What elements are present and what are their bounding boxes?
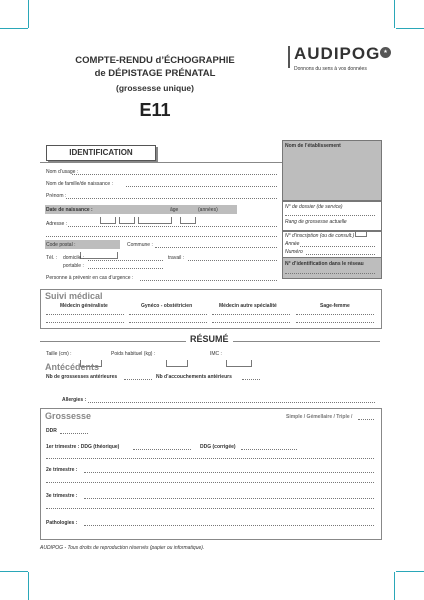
year-cells[interactable] (138, 217, 172, 224)
ddg-corrigee-field[interactable] (241, 449, 297, 450)
crop-mark (396, 571, 424, 572)
logo-badge-icon: ★ (380, 47, 391, 58)
poids-cells[interactable] (166, 360, 188, 367)
logo-wordmark: AUDIPOG (294, 44, 381, 63)
code-postal-label: Code postal : (46, 242, 76, 248)
adresse-field-line2[interactable] (46, 236, 277, 237)
etablissement-box[interactable] (282, 140, 382, 202)
column-header: Médecin généraliste (60, 303, 108, 309)
tel-portable-field[interactable] (88, 268, 163, 269)
gyneco-field[interactable] (129, 314, 207, 315)
t2-field[interactable] (84, 472, 374, 473)
crop-mark (394, 572, 395, 600)
annees-label: (années) (198, 207, 218, 213)
date-naissance-field[interactable] (100, 206, 172, 224)
pathologies-label: Pathologies : (46, 520, 78, 526)
pathologies-field[interactable] (84, 525, 374, 526)
urgence-label: Personne à prévenir en cas d’urgence : (46, 275, 134, 281)
numero-field[interactable] (306, 254, 375, 255)
t2-label: 2e trimestre : (46, 467, 78, 473)
autre-specialite-field[interactable] (212, 314, 290, 315)
document-subtitle-note: (grossesse unique) (116, 83, 194, 93)
ddr-label: DDR (46, 428, 57, 434)
imc-field[interactable] (226, 349, 252, 367)
autre-specialite-field-line2[interactable] (212, 322, 290, 323)
reseau-field[interactable] (285, 273, 375, 274)
grossesse-heading: Grossesse (45, 411, 92, 421)
logo-bar (288, 46, 290, 68)
taille-label: Taille (cm) : (46, 351, 72, 357)
gyneco-field-line2[interactable] (129, 322, 207, 323)
date-naissance-label: Date de naissance : (46, 207, 93, 213)
allergies-field[interactable] (88, 402, 375, 403)
commune-field[interactable] (155, 247, 277, 248)
grossesse-section (40, 408, 382, 540)
generaliste-field[interactable] (46, 314, 124, 315)
sage-femme-field[interactable] (296, 314, 374, 315)
inscription-label: N° d’inscription (ou de consult.) (285, 233, 355, 239)
t1-notes-field[interactable] (46, 458, 374, 459)
grossesses-anterieures-label: Nb de grossesses antérieures (46, 374, 118, 380)
age-label: âge (170, 207, 179, 213)
t3-field[interactable] (84, 498, 374, 499)
column-header: Sage-femme (320, 303, 350, 309)
t3-label: 3e trimestre : (46, 493, 78, 499)
suivi-medical-heading: Suivi médical (45, 291, 103, 301)
code-postal-field[interactable] (80, 241, 118, 259)
generaliste-field-line2[interactable] (46, 322, 124, 323)
age-cells[interactable] (180, 217, 196, 224)
t2-field-line2[interactable] (46, 482, 374, 483)
antecedents-heading: Antécédents (45, 362, 100, 372)
urgence-field[interactable] (140, 280, 277, 281)
identification-heading: IDENTIFICATION (46, 145, 156, 161)
grossesse-type-options: Simple / Gémellaire / Triple / (286, 414, 353, 420)
grossesses-anterieures-field[interactable] (124, 379, 152, 380)
document-title: COMPTE-RENDU d’ÉCHOGRAPHIE (75, 55, 235, 66)
divider (40, 162, 282, 163)
reseau-label: N° d’identification dans le réseau (285, 261, 364, 267)
sage-femme-field-line2[interactable] (296, 322, 374, 323)
adresse-field[interactable] (68, 226, 277, 227)
crop-mark (0, 571, 28, 572)
numero-label: Numéro (285, 249, 303, 255)
t1-ddg-theorique-field[interactable] (133, 449, 191, 450)
resume-heading: RÉSUMÉ (186, 334, 233, 344)
commune-label: Commune : (127, 242, 153, 248)
prenom-label: Prénom : (46, 193, 67, 199)
crop-mark (394, 0, 395, 28)
t1-ddg-theorique-label: 1er trimestre : DDG (théorique) (46, 444, 120, 450)
crop-mark (396, 28, 424, 29)
etablissement-label: Nom de l’établissement (285, 143, 341, 149)
ddr-field[interactable] (60, 433, 88, 434)
month-cells[interactable] (119, 217, 135, 224)
tel-travail-field[interactable] (188, 260, 277, 261)
logo-tagline: Donnons du sens à vos données (294, 66, 367, 72)
form-code: E11 (139, 100, 171, 120)
column-header: Gynéco - obstétricien (141, 303, 193, 309)
tel-domicile-label: domicile : (63, 255, 85, 261)
t3-field-line2[interactable] (46, 508, 374, 509)
poids-label: Poids habituel (kg) : (111, 351, 156, 357)
column-header: Médecin autre spécialité (219, 303, 277, 309)
nom-usage-field[interactable] (72, 174, 277, 175)
audipog-logo (294, 44, 394, 72)
age-field[interactable] (180, 206, 196, 224)
adresse-label: Adresse : (46, 221, 68, 227)
tel-portable-label: portable : (63, 263, 84, 269)
tel-domicile-field[interactable] (88, 260, 163, 261)
dossier-label: N° de dossier (de service) (285, 204, 343, 210)
imc-cells[interactable] (226, 360, 252, 367)
document-subtitle: de DÉPISTAGE PRÉNATAL (94, 68, 216, 79)
tel-label: Tél. : (46, 255, 58, 261)
rang-label: Rang de grossesse actuelle (285, 219, 347, 225)
copyright-footer: AUDIPOG - Tous droits de reproduction réservés (papier ou informatique). (40, 545, 205, 551)
tel-travail-label: travail : (168, 255, 185, 261)
code-postal-cells[interactable] (80, 252, 118, 259)
imc-label: IMC : (210, 351, 222, 357)
nom-naissance-field[interactable] (126, 186, 277, 187)
grossesse-type-field[interactable] (358, 419, 374, 420)
allergies-label: Allergies : (62, 397, 87, 403)
nom-naissance-label: Nom de famille/de naissance : (46, 181, 113, 187)
crop-mark (0, 28, 28, 29)
crop-mark (28, 0, 29, 28)
accouchements-anterieurs-field[interactable] (242, 379, 260, 380)
dossier-field[interactable] (285, 215, 375, 216)
ddg-corrigee-label: DDG (corrigée) (200, 444, 236, 450)
annee-field[interactable] (300, 246, 375, 247)
crop-mark (28, 572, 29, 600)
nom-usage-label: Nom d’usage : (46, 169, 79, 175)
day-cells[interactable] (100, 217, 116, 224)
poids-field[interactable] (166, 349, 188, 367)
accouchements-anterieurs-label: Nb d’accouchements antérieurs (156, 374, 232, 380)
prenom-field[interactable] (66, 198, 277, 199)
annee-label: Année (285, 241, 300, 247)
